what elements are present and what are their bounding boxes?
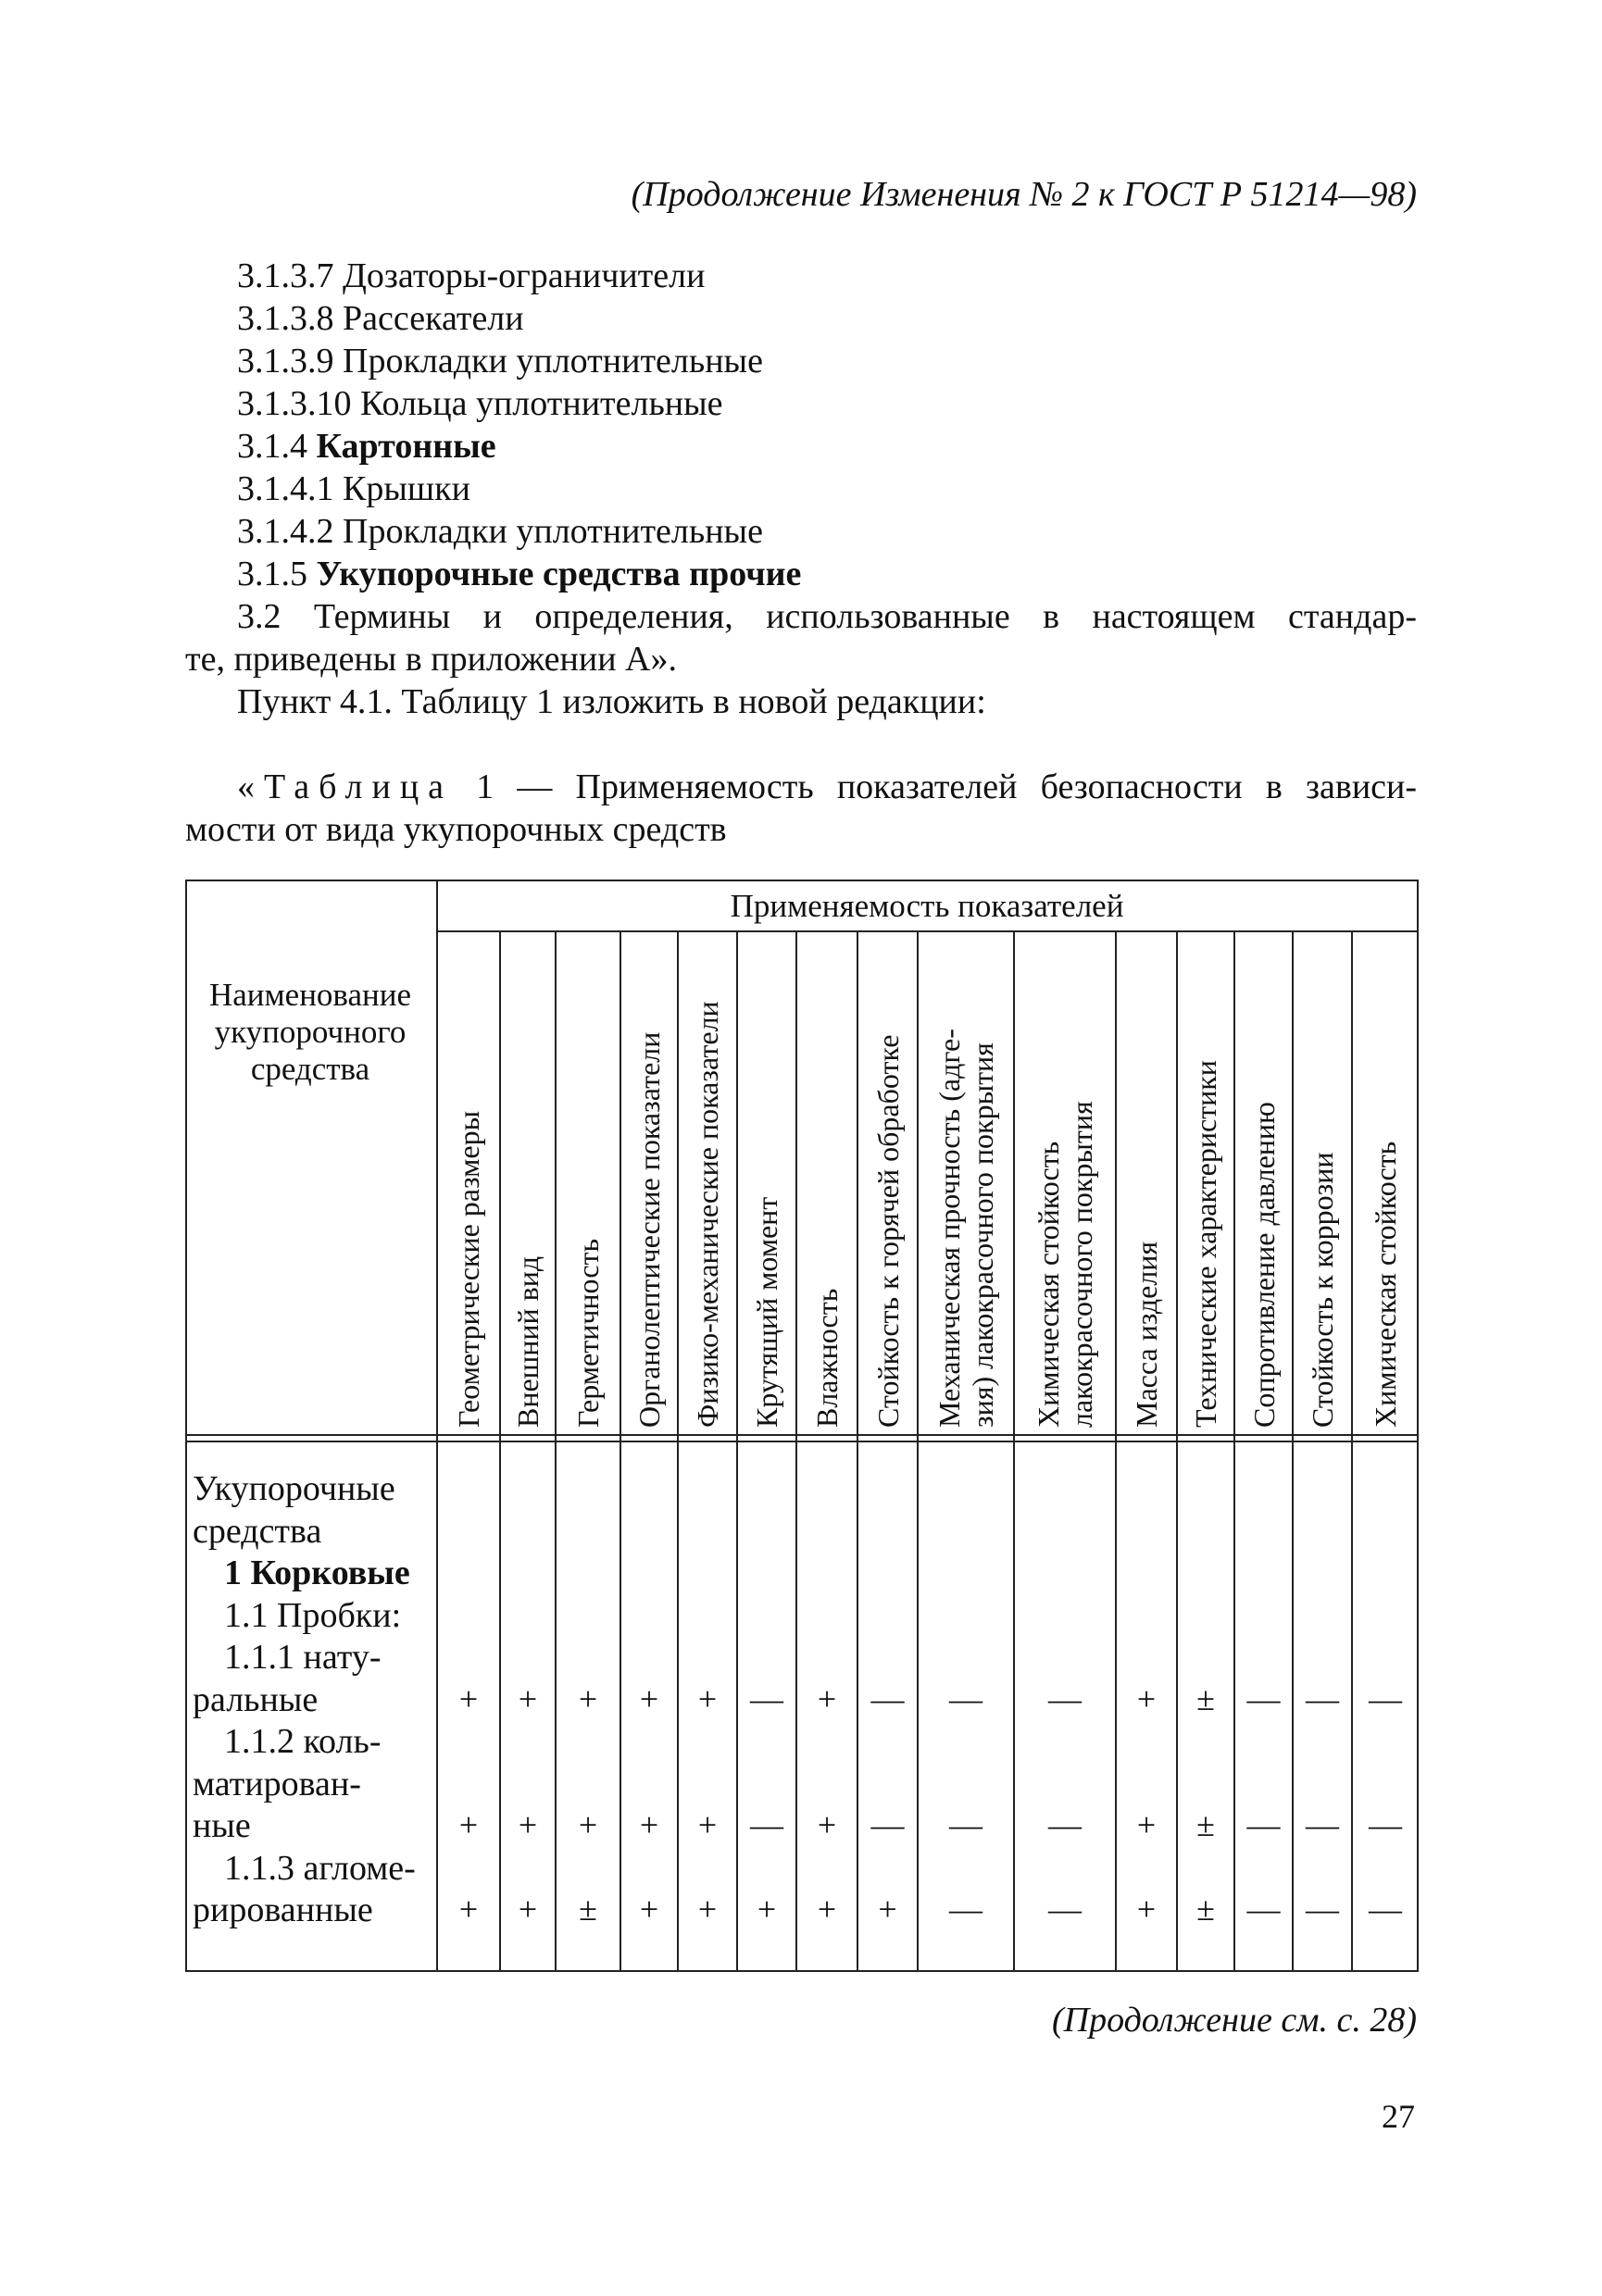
column-header-line: Технические характеристики <box>1189 1060 1222 1428</box>
table-cell: + <box>458 1679 479 1717</box>
item-text: Укупорочные средства прочие <box>316 555 802 593</box>
table-cell: + <box>639 1679 659 1717</box>
column-header-line: Масса изделия <box>1130 1241 1163 1428</box>
column-header-line: Органолептические показатели <box>632 1031 666 1428</box>
item-number: 3.1.3.10 <box>237 384 352 423</box>
table-cell: + <box>757 1890 777 1928</box>
column-header-line: Геометрические размеры <box>452 1110 485 1428</box>
item-text: Дозаторы-ограничители <box>343 256 706 295</box>
column-header <box>932 937 999 1428</box>
table-caption <box>185 766 1417 851</box>
table-cell: + <box>639 1806 659 1843</box>
row-name-line: 1.1.2 коль- <box>224 1722 382 1761</box>
table-cell: — <box>1048 1890 1082 1928</box>
table-cell: — <box>949 1679 982 1717</box>
list-item <box>237 297 801 340</box>
table-cell: + <box>458 1890 479 1928</box>
item-text: Кольца уплотнительные <box>360 384 723 423</box>
column-header-line: Внешний вид <box>511 1255 544 1428</box>
table-cell: + <box>458 1806 479 1843</box>
row-name-line: матирован- <box>193 1764 361 1803</box>
column-header <box>571 937 605 1428</box>
table-cell: — <box>1246 1806 1281 1843</box>
table-cell: — <box>1246 1890 1281 1928</box>
paragraph-3-2 <box>185 595 1417 680</box>
caption-label: «Таблица <box>237 767 454 806</box>
column-header-line: Герметичность <box>571 1238 605 1428</box>
table-cell: + <box>878 1890 897 1928</box>
column-header <box>750 937 783 1428</box>
item-text: Картонные <box>316 427 496 466</box>
table-cell: — <box>1246 1679 1281 1717</box>
name-column-header: Наименование укупорочного средства <box>208 977 412 1087</box>
column-header-line: Влажность <box>810 1288 844 1428</box>
column-header <box>452 937 485 1428</box>
caption-text: 1 — Применяемость показателей безопасности в зависи- <box>476 767 1418 806</box>
column-header <box>1306 937 1339 1428</box>
column-header-line: Стойкость к коррозии <box>1306 1152 1339 1428</box>
item-text: Крышки <box>343 469 470 508</box>
table-cell: + <box>1136 1679 1157 1717</box>
table-cell: — <box>1369 1679 1402 1717</box>
table-cell: + <box>817 1679 837 1717</box>
table-cell: + <box>518 1679 538 1717</box>
table-cell: + <box>639 1890 659 1928</box>
item-number: 3.1.3.8 <box>237 299 334 338</box>
list-item <box>237 553 801 595</box>
continuation-note: (Продолжение см. с. 28) <box>1051 2001 1417 2040</box>
table-cell: — <box>1306 1890 1339 1928</box>
item-number: 3.1.4 <box>237 427 307 466</box>
applicability-table <box>185 880 1419 1972</box>
table-cell: — <box>1306 1679 1339 1717</box>
item-text: Рассекатели <box>343 299 524 338</box>
table-cell: ± <box>1196 1806 1215 1843</box>
row-name-line: рированные <box>193 1890 373 1929</box>
row-name-line: 1.1 Пробки: <box>224 1595 402 1635</box>
table-cell: — <box>949 1890 982 1928</box>
column-header <box>1189 937 1222 1428</box>
column-header <box>871 937 905 1428</box>
table-cell: + <box>518 1806 538 1843</box>
table-cell: — <box>1048 1679 1082 1717</box>
table-cell: — <box>750 1679 783 1717</box>
column-header <box>1032 937 1098 1428</box>
table-cell: + <box>817 1890 837 1928</box>
item-list <box>237 255 801 595</box>
caption-text-line2: мости от вида укупорочных средств <box>185 810 727 849</box>
column-header-line: Сопротивление давлению <box>1246 1102 1281 1428</box>
table-cell: + <box>1136 1890 1157 1928</box>
column-header-line: Химическая стойкость <box>1032 1141 1065 1428</box>
table-cell: ± <box>579 1890 597 1928</box>
item-text: Прокладки уплотнительные <box>343 512 763 551</box>
list-item <box>237 382 801 425</box>
row-name-line: 1 Корковые <box>224 1554 410 1592</box>
item-number: 3.1.4.1 <box>237 469 334 508</box>
column-header <box>1369 937 1402 1428</box>
list-item <box>237 255 801 297</box>
table-cell: — <box>949 1806 982 1843</box>
column-header-line: Химическая стойкость <box>1369 1141 1402 1428</box>
row-name-line: 1.1.3 агломе- <box>224 1848 416 1888</box>
table-cell: — <box>1048 1806 1082 1843</box>
page-number: 27 <box>1382 2098 1415 2135</box>
list-item <box>237 468 801 510</box>
list-item <box>237 425 801 468</box>
table-cell: + <box>518 1890 538 1928</box>
item-text: Прокладки уплотнительные <box>343 342 763 381</box>
column-header <box>1130 937 1163 1428</box>
table-cell: + <box>1136 1806 1157 1843</box>
column-header <box>810 937 844 1428</box>
table-cell: — <box>870 1806 905 1843</box>
row-name-line: ные <box>193 1806 251 1845</box>
table-cell: — <box>1369 1806 1402 1843</box>
table-cell: + <box>697 1890 718 1928</box>
punkt-instruction: Пункт 4.1. Таблицу 1 изложить в новой редакции: <box>237 682 986 721</box>
item-number: 3.1.5 <box>237 555 307 593</box>
table-cell: + <box>578 1679 598 1717</box>
column-header-line: Крутящий момент <box>750 1196 783 1428</box>
column-header <box>632 937 666 1428</box>
table-cell: — <box>750 1806 783 1843</box>
column-header <box>511 937 544 1428</box>
row-name-line: 1.1.1 нату- <box>224 1638 382 1677</box>
row-name-line: средства <box>193 1511 322 1551</box>
group-header: Применяемость показателей <box>730 888 1124 924</box>
column-header <box>1247 937 1281 1428</box>
column-header-line: лакокрасочного покрытия <box>1065 1101 1098 1428</box>
table-cell: — <box>870 1679 905 1717</box>
table-cell: + <box>578 1806 598 1843</box>
column-header-line: Механическая прочность (адге- <box>932 1029 966 1428</box>
table-cell: + <box>817 1806 837 1843</box>
row-name-line: ральные <box>193 1679 319 1719</box>
item-number: 3.1.3.9 <box>237 342 334 381</box>
item-number: 3.1.4.2 <box>237 512 334 551</box>
table-cell: + <box>697 1679 718 1717</box>
table-cell: ± <box>1196 1679 1215 1717</box>
column-header-line: Стойкость к горячей обработке <box>870 1034 905 1428</box>
column-header-line: Физико-механические показатели <box>691 1001 724 1428</box>
table-cell: — <box>1306 1806 1339 1843</box>
table-cell: ± <box>1196 1890 1215 1928</box>
paragraph-line: 3.2 Термины и определения, использованные в настоящем стандар- <box>237 597 1417 636</box>
item-number: 3.1.3.7 <box>237 256 334 295</box>
list-item <box>237 510 801 553</box>
running-header: (Продолжение Изменения № 2 к ГОСТ Р 51214—98) <box>631 175 1417 214</box>
column-header <box>691 937 724 1428</box>
column-header-line: зия) лакокрасочного покрытия <box>966 1042 999 1428</box>
table-cell: — <box>1369 1890 1402 1928</box>
paragraph-line: те, приведены в приложении А». <box>185 640 677 679</box>
list-item <box>237 340 801 382</box>
table-cell: + <box>697 1806 718 1843</box>
row-name-line: Укупорочные <box>193 1469 395 1508</box>
